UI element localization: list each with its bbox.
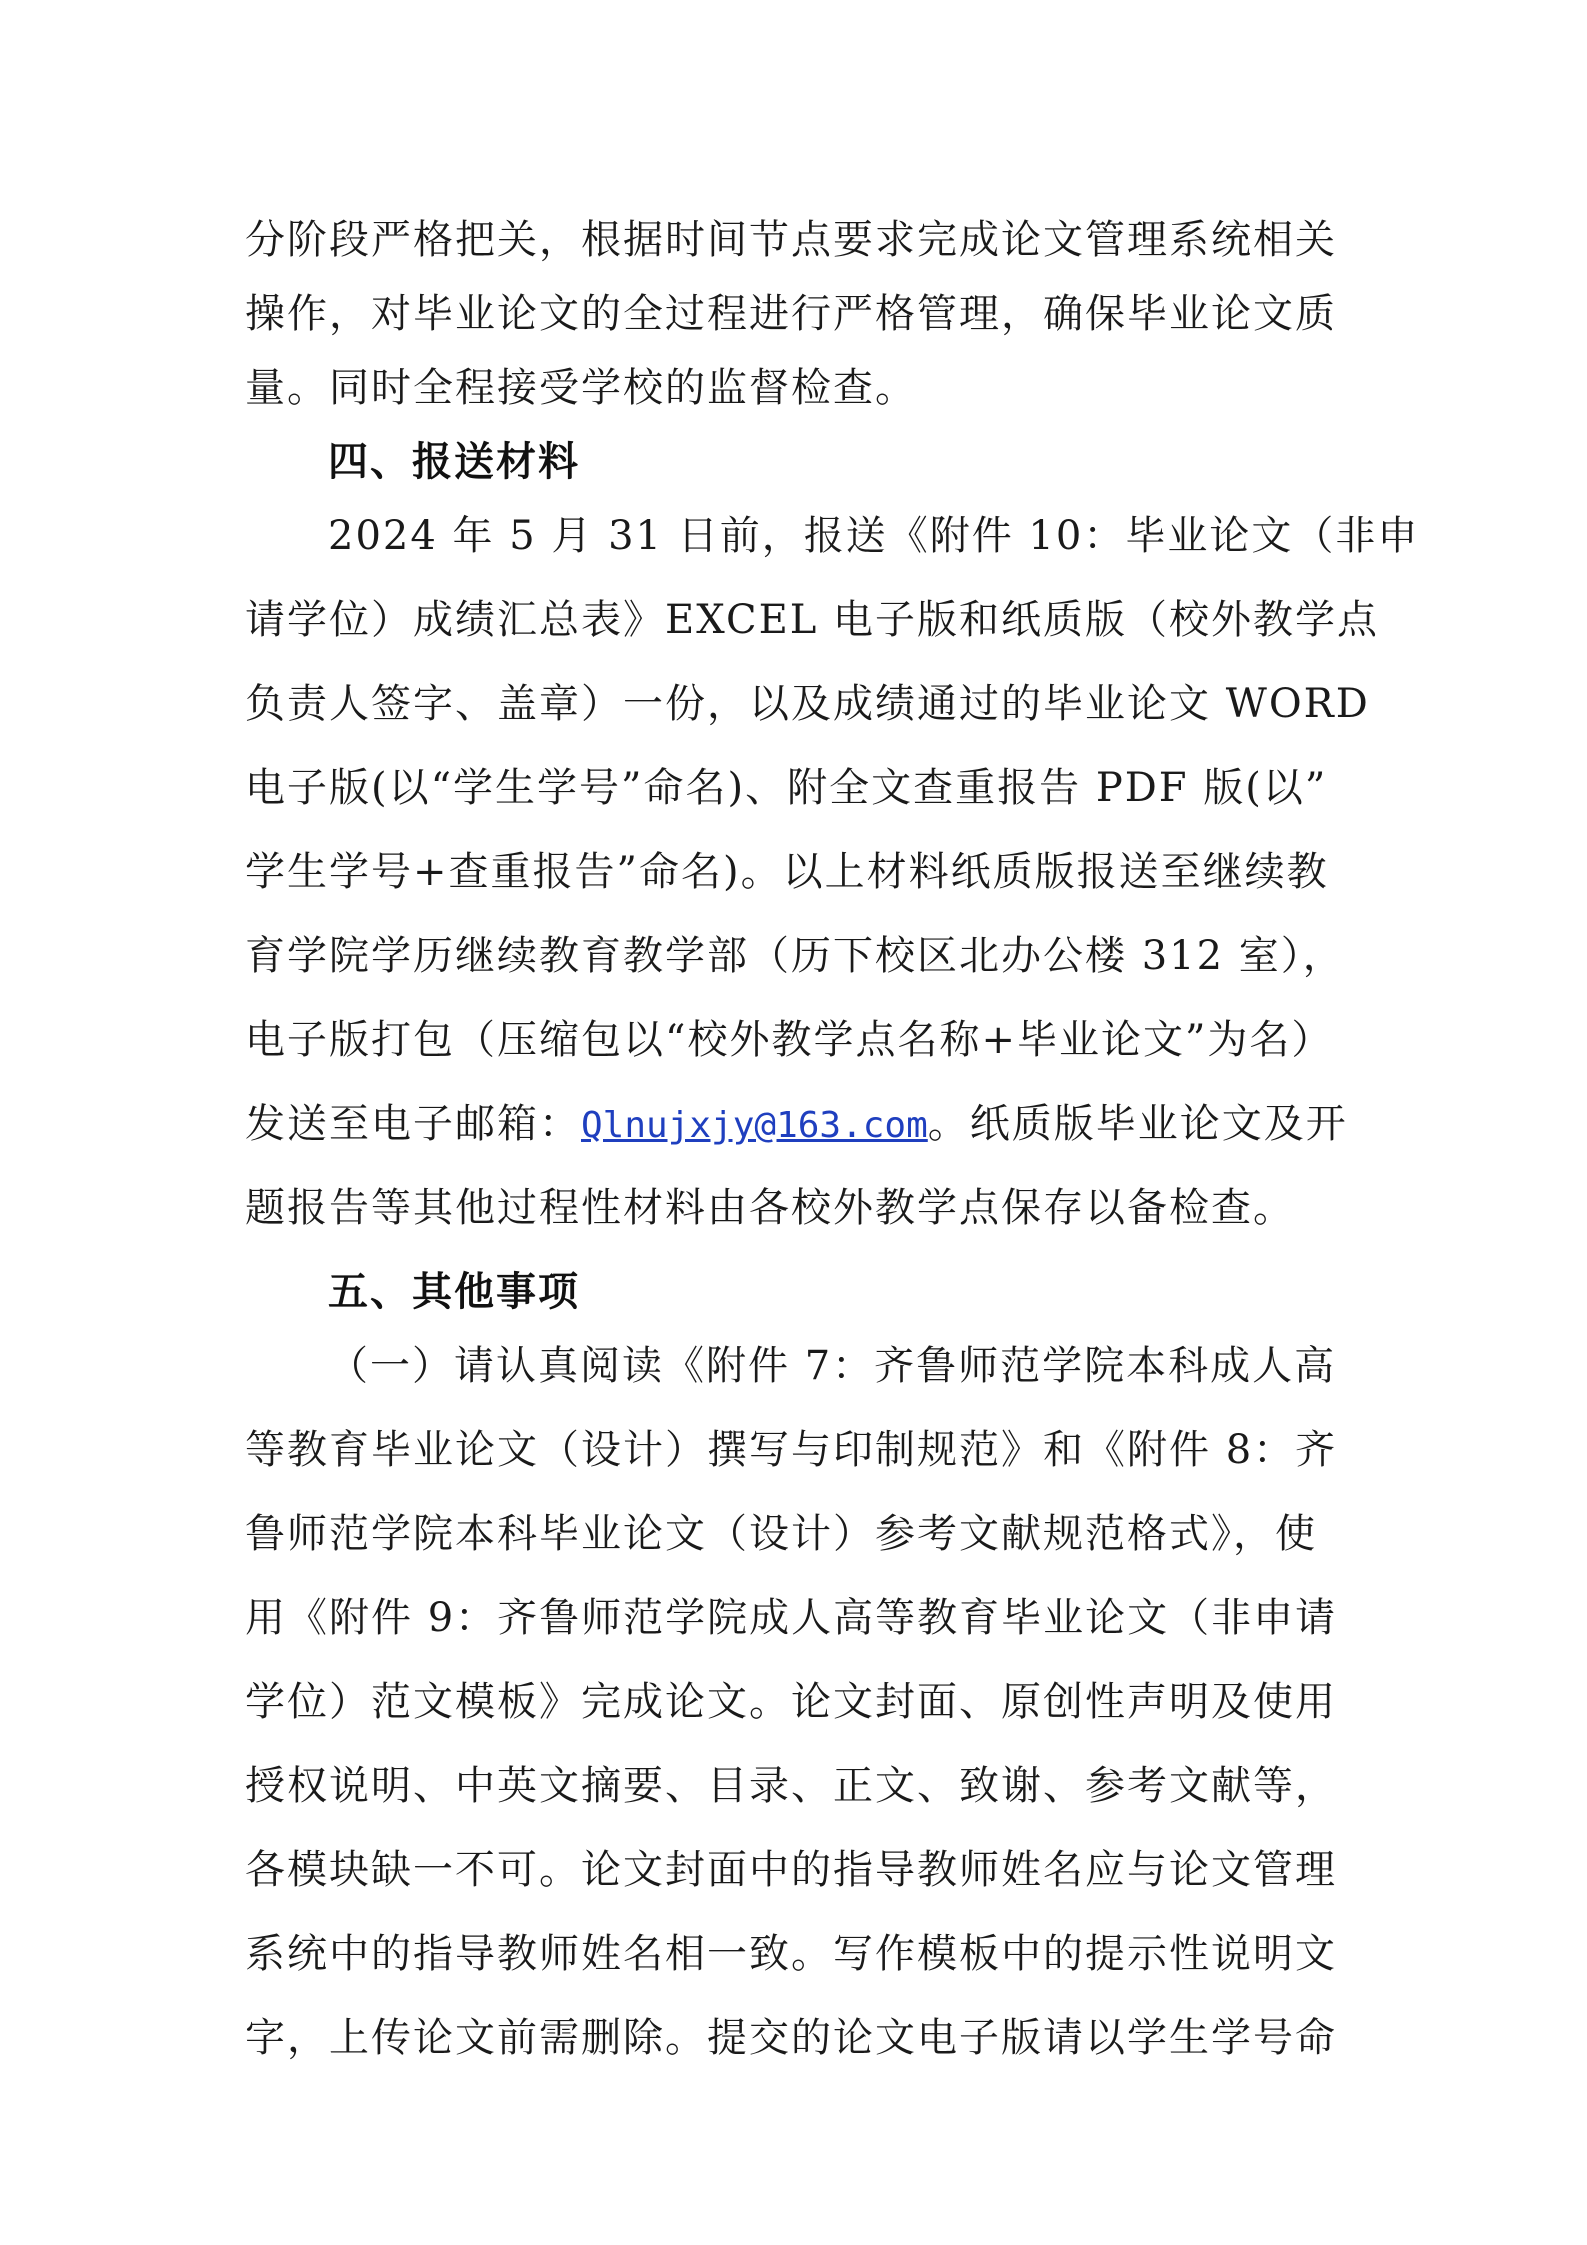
email-link[interactable]: Qlnujxjy@163.com [581, 1105, 928, 1146]
paragraph-line: 电子版打包（压缩包以“校外教学点名称+毕业论文”为名） [245, 1017, 1334, 1063]
paragraph-line: 育学院学历继续教育教学部（历下校区北办公楼 312 室）， [245, 933, 1345, 979]
paragraph-line: 字，上传论文前需删除。提交的论文电子版请以学生学号命 [245, 2015, 1337, 2061]
paragraph-line: 量。同时全程接受学校的监督检查。 [245, 365, 917, 411]
paragraph-line: 操作，对毕业论文的全过程进行严格管理，确保毕业论文质 [245, 291, 1337, 337]
paragraph-line: 学位）范文模板》完成论文。论文封面、原创性声明及使用 [245, 1679, 1337, 1725]
paragraph-line: 题报告等其他过程性材料由各校外教学点保存以备检查。 [245, 1185, 1295, 1231]
paragraph-line: 等教育毕业论文（设计）撰写与印制规范》和《附件 8：齐 [245, 1427, 1338, 1473]
email-prefix: 发送至电子邮箱： [245, 1101, 581, 1147]
section-heading-other: 五、其他事项 [328, 1269, 580, 1315]
paragraph-line: 负责人签字、盖章）一份，以及成绩通过的毕业论文 WORD [245, 681, 1370, 727]
paragraph-line: 鲁师范学院本科毕业论文（设计）参考文献规范格式》，使 [245, 1511, 1317, 1557]
section-heading-materials: 四、报送材料 [328, 439, 580, 485]
paragraph-line: 系统中的指导教师姓名相一致。写作模板中的提示性说明文 [245, 1931, 1337, 1977]
paragraph-line: 各模块缺一不可。论文封面中的指导教师姓名应与论文管理 [245, 1847, 1337, 1893]
paragraph-line-email [245, 1100, 1348, 1150]
paragraph-line: （一）请认真阅读《附件 7：齐鲁师范学院本科成人高 [328, 1343, 1337, 1389]
paragraph-line: 电子版(以“学生学号”命名)、附全文查重报告 PDF 版(以” [245, 765, 1328, 811]
paragraph-line: 请学位）成绩汇总表》EXCEL 电子版和纸质版（校外教学点 [245, 597, 1380, 643]
paragraph-line: 学生学号+查重报告”命名)。以上材料纸质版报送至继续教 [245, 849, 1329, 895]
email-suffix: 。纸质版毕业论文及开 [927, 1101, 1348, 1147]
paragraph-line: 2024 年 5 月 31 日前，报送《附件 10：毕业论文（非申 [328, 513, 1420, 559]
paragraph-line: 分阶段严格把关，根据时间节点要求完成论文管理系统相关 [245, 217, 1337, 263]
paragraph-line: 授权说明、中英文摘要、目录、正文、致谢、参考文献等， [245, 1763, 1337, 1809]
paragraph-line: 用《附件 9：齐鲁师范学院成人高等教育毕业论文（非申请 [245, 1595, 1338, 1641]
